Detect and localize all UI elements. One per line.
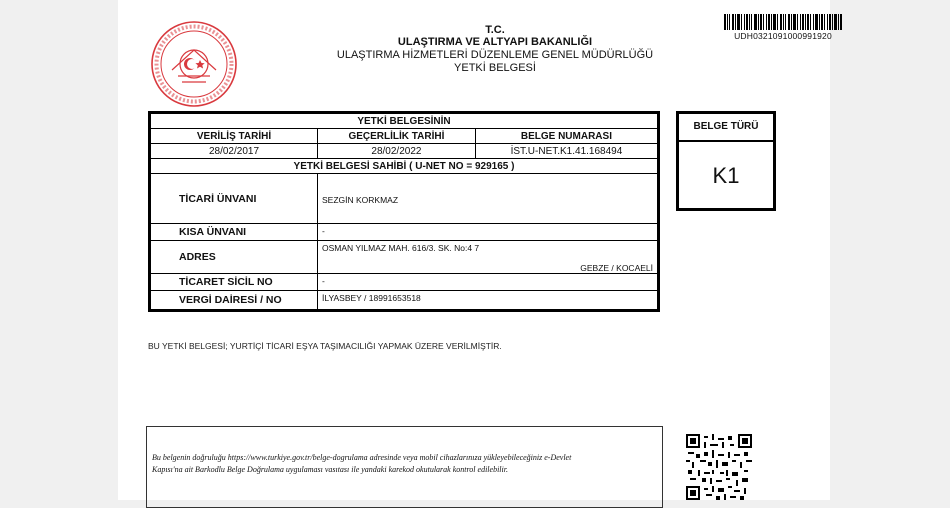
- header-doc-title: YETKİ BELGESİ: [454, 62, 536, 74]
- issue-date-value: 28/02/2017: [150, 144, 318, 159]
- column-issue-date: VERİLİŞ TARİHİ: [150, 129, 318, 144]
- tax-office-label: VERGİ DAİRESİ / NO: [150, 291, 318, 311]
- address-line-2: GEBZE / KOCAELİ: [580, 263, 653, 273]
- trade-registry-label: TİCARET SİCİL NO: [150, 274, 318, 291]
- header-ministry: ULAŞTIRMA VE ALTYAPI BAKANLIĞI: [397, 36, 593, 48]
- short-name-label: KISA ÜNVANI: [150, 224, 318, 241]
- document-type-label: BELGE TÜRÜ: [679, 114, 773, 142]
- verification-line-2: Kapısı'na ait Barkodlu Belge Doğrulama uygulaması vasıtası ile yandaki karekod okutularak kontrol edilebilir.: [152, 465, 508, 474]
- document-type-box: [676, 111, 776, 211]
- valid-date-value: 28/02/2022: [318, 144, 476, 159]
- trade-name-label: TİCARİ ÜNVANI: [150, 174, 318, 224]
- section-title: YETKİ BELGESİNİN: [150, 113, 659, 129]
- permit-table: [148, 111, 660, 312]
- trade-name-value: SEZGİN KORKMAZ: [318, 174, 659, 224]
- column-doc-number: BELGE NUMARASI: [475, 129, 658, 144]
- doc-number-value: İST.U-NET.K1.41.168494: [475, 144, 658, 159]
- address-value: [318, 241, 659, 274]
- verification-text: [152, 452, 662, 476]
- column-valid-date: GEÇERLİLİK TARİHİ: [318, 129, 476, 144]
- address-line-1: OSMAN YILMAZ MAH. 616/3. SK. No:4 7: [322, 243, 480, 253]
- header-tc: T.C.: [485, 24, 505, 36]
- ministry-seal-icon: [150, 20, 238, 108]
- owner-title: YETKİ BELGESİ SAHİBİ ( U-NET NO = 929165 ): [150, 159, 659, 174]
- document-header: [300, 24, 690, 75]
- barcode-icon: [724, 14, 842, 30]
- header-directorate: ULAŞTIRMA HİZMETLERİ DÜZENLEME GENEL MÜDÜRLÜĞÜ: [336, 49, 654, 61]
- qr-code-icon: [686, 434, 752, 500]
- verification-line-1: Bu belgenin doğruluğu https://www.turkiye.gov.tr/belge-dogrulama adresinde veya mobil cihazlarınıza yükleyebileceğiniz e-Devlet: [152, 453, 572, 462]
- tax-office-value: İLYASBEY / 18991653518: [318, 291, 659, 311]
- address-label: ADRES: [150, 241, 318, 274]
- permit-note: BU YETKİ BELGESİ; YURTİÇİ TİCARİ EŞYA TAŞIMACILIĞI YAPMAK ÜZERE VERİLMİŞTİR.: [148, 341, 502, 351]
- trade-registry-value: -: [318, 274, 659, 291]
- short-name-value: -: [318, 224, 659, 241]
- document-type-value: K1: [712, 163, 740, 188]
- barcode-number: UDH0321091000991920: [734, 31, 832, 41]
